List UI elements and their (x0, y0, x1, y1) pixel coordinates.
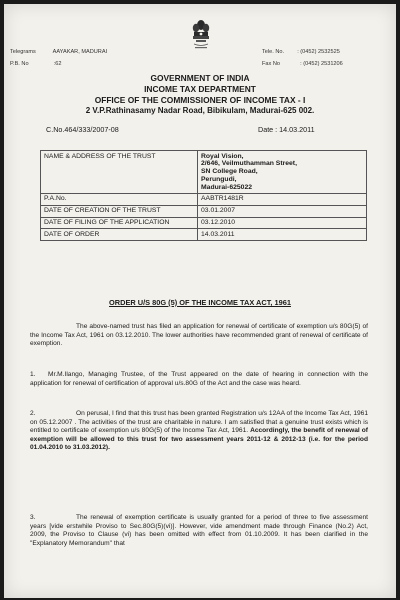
order-title: ORDER U/S 80G (5) OF THE INCOME TAX ACT, 1961 (109, 298, 291, 307)
tel-label: Tele. No. (262, 49, 285, 55)
paragraph-3 (30, 514, 368, 548)
trust-info-table (40, 150, 367, 241)
table-cell-label: DATE OF FILING OF THE APPLICATION (41, 217, 198, 229)
paragraph-1 (30, 371, 368, 388)
letterhead-office: OFFICE OF THE COMMISSIONER OF INCOME TAX - I (94, 95, 306, 105)
paragraph-2 (30, 410, 368, 453)
table-cell-label: P.A.No. (41, 193, 198, 205)
document-page (4, 4, 396, 598)
table-cell-label: DATE OF ORDER (41, 229, 198, 241)
national-emblem-icon (190, 18, 212, 52)
paragraph-3-text: The renewal of exemption certificate is usually granted for a period of three to five assessment years [vide erstwhile Proviso to Sec.80G(5)(vi)]. However, vide amendment made through Finance (No.2) Act, 2009, the Proviso to Clause (vi) has been omitted with effect from 01.10.2009. It has been clarified in the "Explanatory Memorandum" that (30, 514, 368, 547)
paragraph-2-text: On perusal, I find that this trust has been granted Registration u/s 12AA of the Income Tax Act, 1961 on 05.12.2007 . The activities of the trust are charitable in nature. I am satisfied that a genuine trust exists which is entitled to certificate of exemption u/s 80G(5) of the Income Tax Act, 1961. (30, 410, 368, 435)
fax-value: : (0452) 2531206 (300, 61, 343, 67)
letterhead-department: INCOME TAX DEPARTMENT (144, 84, 256, 94)
tel-line (262, 49, 340, 55)
letterhead-government: GOVERNMENT OF INDIA (150, 73, 250, 83)
paragraph-2-emphasis: Accordingly, the benefit of renewal of exemption will be allowed to this trust for two assessment years 2011-12 & 2012-13 (i.e. for the period 01.04.2010 to 31.03.2012). (30, 427, 368, 452)
table-row (41, 193, 367, 205)
tel-value: : (0452) 2532525 (297, 49, 340, 55)
pbno-value: :62 (53, 61, 62, 67)
table-cell-label: NAME & ADDRESS OF THE TRUST (41, 151, 198, 194)
trust-address-line: Madurai-625022 (201, 183, 253, 191)
reference-date: Date : 14.03.2011 (258, 125, 315, 134)
telegrams-line (10, 49, 107, 55)
intro-text: The above-named trust has filed an application for renewal of certificate of exemption u/s 80G(5) of the Income Tax Act, 1961 on 03.12.2010. The lower authorities have recommended grant of renewal of certificate of exemption. (30, 323, 368, 348)
fax-label: Fax No (262, 61, 281, 67)
intro-paragraph (30, 323, 368, 349)
trust-address-line: 2/646, Veilmuthamman Street, (201, 160, 297, 168)
telegrams-label: Telegrams (10, 49, 36, 55)
table-cell-label: DATE OF CREATION OF THE TRUST (41, 205, 198, 217)
reference-number: C.No.464/333/2007-08 (46, 125, 119, 134)
trust-address-line: Perungudi, (201, 175, 237, 183)
paragraph-1-text: Mr.M.Ilango, Managing Trustee, of the Trust appeared on the date of hearing in connection with the application for renewal of certification of approval u/s.80G of the Act and the case was heard. (30, 371, 368, 387)
order-date-value: 14.03.2011 (198, 229, 367, 241)
pbno-label: P.B. No (10, 61, 29, 67)
trust-name: Royal Vision, (201, 152, 244, 160)
paragraph-number: 1. (30, 371, 36, 378)
paragraph-number: 3. (30, 514, 36, 521)
trust-address-line: SN College Road, (201, 168, 258, 176)
table-row (41, 205, 367, 217)
filing-date-value: 03.12.2010 (198, 217, 367, 229)
pbno-line (10, 61, 61, 67)
paragraph-number: 2. (30, 410, 36, 417)
letterhead-address: 2 V.P.Rathinasamy Nadar Road, Bibikulam, Madurai-625 002. (85, 106, 315, 115)
trust-name-address (198, 151, 367, 194)
pan-value: AABTR1481R (198, 193, 367, 205)
creation-date-value: 03.01.2007 (198, 205, 367, 217)
table-row (41, 151, 367, 194)
table-row (41, 229, 367, 241)
fax-line (262, 61, 343, 67)
telegrams-value: AAYAKAR, MADURAI (52, 49, 108, 55)
table-row (41, 217, 367, 229)
